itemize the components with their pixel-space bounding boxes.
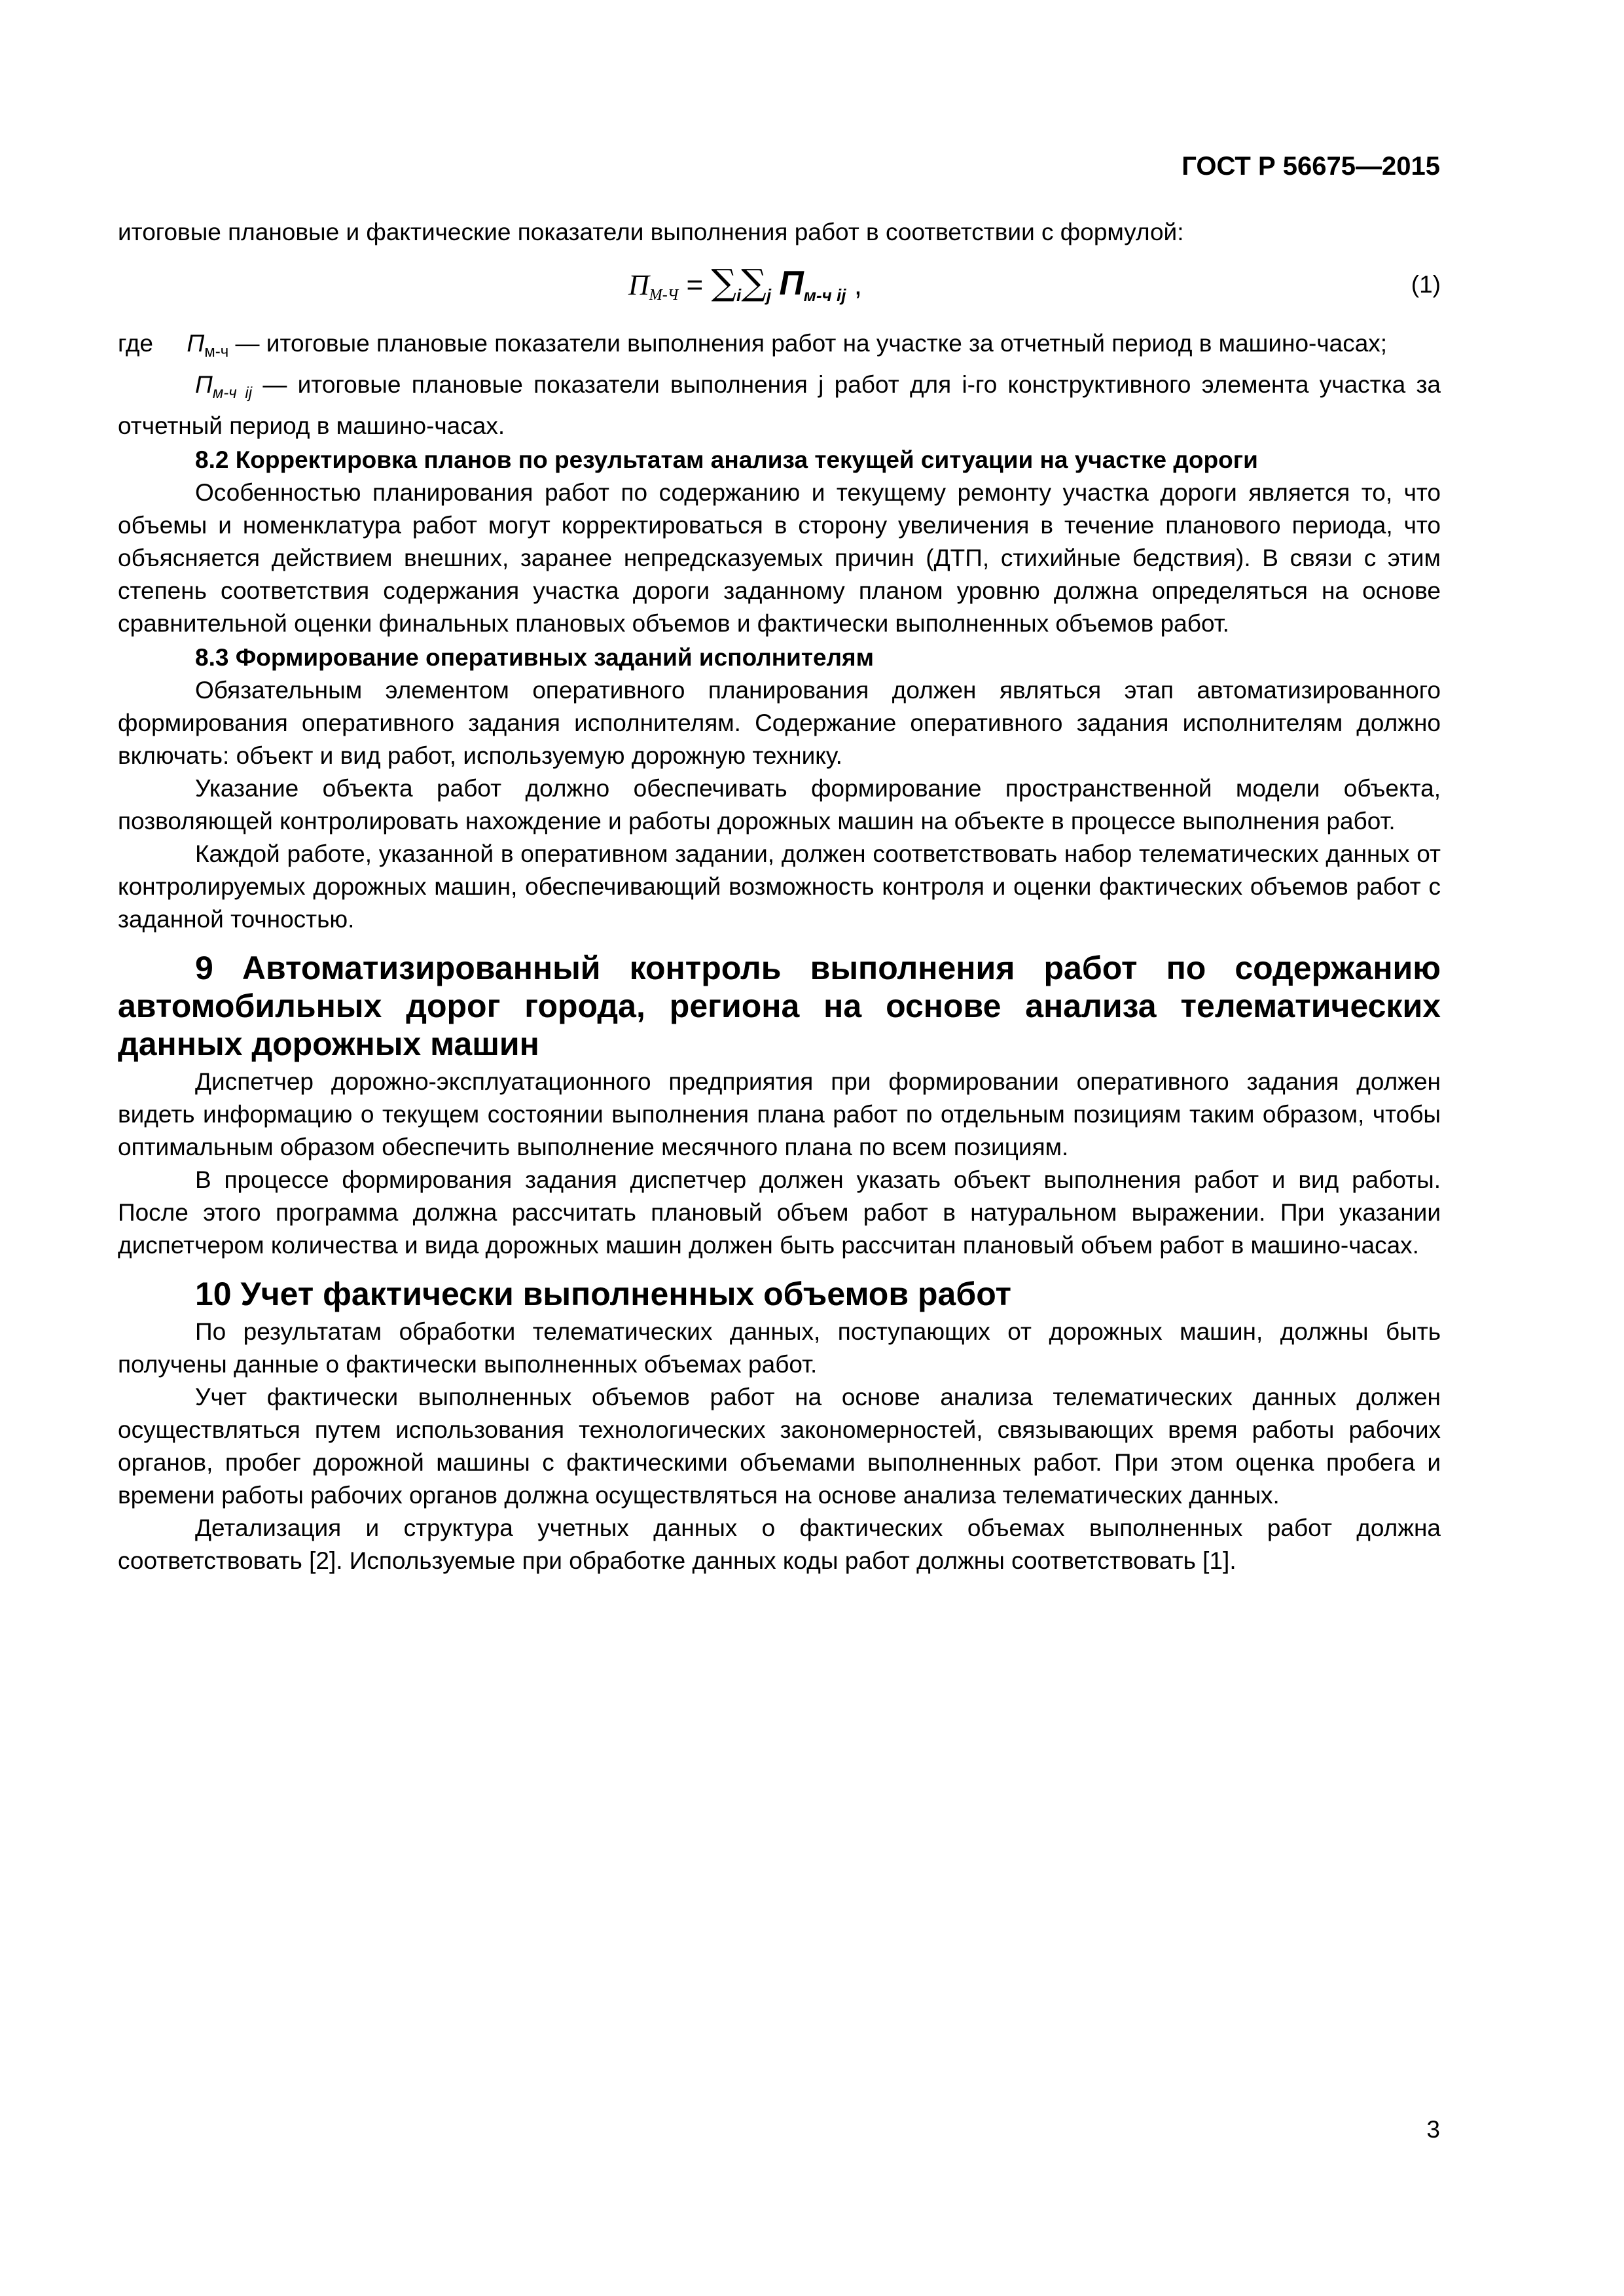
where-symbol-1: П bbox=[187, 330, 205, 357]
paragraph-9-2: В процессе формирования задания диспетчер должен указать объект выполнения работ и вид работы. После этого программа должна рассчитать плановый объем работ в натуральном выражении. При указании диспетчером количества и вида дорожных машин должен быть рассчитан плановый объем работ в машино-часах. bbox=[118, 1166, 1441, 1259]
where-text-2: — итоговые плановые показатели выполнения j работ для i-го конструктивного элемента участка за отчетный период в машино-часах. bbox=[118, 371, 1441, 439]
where-symbol-2: П bbox=[195, 371, 213, 398]
sum-index-i: i bbox=[736, 285, 742, 305]
paragraph-8-2-1: Особенностью планирования работ по содержанию и текущему ремонту участка дороги является то, что объемы и номенклатура работ могут корректироваться в сторону увеличения в течение планового периода, что объясняется действием внешних, заранее непредсказуемых причин (ДТП, стихийные бедствия). В связи с этим степень соответствия содержания участка дороги заданному планом уровню должна определяться на основе сравнительной оценки финальных плановых объемов и фактически выполненных объемов работ. bbox=[118, 479, 1441, 637]
heading-section-10: 10 Учет фактически выполненных объемов работ bbox=[195, 1276, 1011, 1312]
formula-lhs: П bbox=[628, 269, 649, 301]
intro-paragraph: итоговые плановые и фактические показатели выполнения работ в соответствии с формулой: bbox=[118, 219, 1184, 245]
heading-section-9: 9 Автоматизированный контроль выполнения работ по содержанию автомобильных дорог города, региона на основе анализа телематических данных дорожных машин bbox=[118, 950, 1441, 1062]
formula-term: П bbox=[779, 264, 804, 302]
page-body bbox=[118, 216, 1441, 1577]
formula-trailing: , bbox=[854, 269, 862, 301]
page-number: 3 bbox=[1426, 2116, 1440, 2143]
formula-equals: = bbox=[686, 269, 704, 301]
paragraph-8-3-1: Обязательным элементом оперативного планирования должен являться этап автоматизированного формирования оперативного задания исполнителям. Содержание оперативного задания исполнителям должно включать: объект и вид работ, используемую дорожную технику. bbox=[118, 677, 1441, 769]
paragraph-10-3: Детализация и структура учетных данных о фактических объемах выполненных работ должна соответствовать [2]. Используемые при обработке данных коды работ должны соответствовать [1]. bbox=[118, 1515, 1441, 1574]
where-item-1 bbox=[118, 327, 1441, 368]
sum-symbol-1: ∑ bbox=[711, 262, 737, 303]
where-symbol-1-sub: м-ч bbox=[204, 343, 229, 361]
heading-8-3: 8.3 Формирование оперативных заданий исполнителям bbox=[195, 644, 875, 671]
formula-1 bbox=[118, 249, 1441, 327]
formula-number: (1) bbox=[1411, 271, 1441, 298]
paragraph-10-2: Учет фактически выполненных объемов работ на основе анализа телематических данных должен осуществляться путем использования технологических закономерностей, связывающих время работы рабочих органов, пробег дорожной машины с фактическими объемами выполненных работ. При этом оценка пробега и времени работы рабочих органов должна осуществляться на основе анализа телематических данных. bbox=[118, 1384, 1441, 1509]
sum-symbol-2: ∑ bbox=[741, 262, 767, 303]
where-lead: где bbox=[118, 330, 154, 357]
where-item-2 bbox=[118, 368, 1441, 442]
heading-8-2: 8.2 Корректировка планов по результатам анализа текущей ситуации на участке дороги bbox=[195, 446, 1258, 473]
formula-term-sub: м-ч ij bbox=[803, 285, 846, 305]
formula-lhs-sub: М-Ч bbox=[649, 287, 679, 304]
sum-index-j: j bbox=[766, 285, 772, 305]
formula-expression bbox=[628, 263, 862, 315]
paragraph-10-1: По результатам обработки телематических данных, поступающих от дорожных машин, должны быть получены данные о фактически выполненных объемах работ. bbox=[118, 1318, 1441, 1378]
paragraph-8-3-3: Каждой работе, указанной в оперативном задании, должен соответствовать набор телематических данных от контролируемых дорожных машин, обеспечивающий возможность контроля и оценки фактических объемов работ с заданной точностью. bbox=[118, 840, 1441, 933]
where-text-1: — итоговые плановые показатели выполнения работ на участке за отчетный период в машино-часах; bbox=[235, 330, 1388, 357]
paragraph-8-3-2: Указание объекта работ должно обеспечивать формирование пространственной модели объекта, позволяющей контролировать нахождение и работы дорожных машин на объекте в процессе выполнения работ. bbox=[118, 775, 1441, 834]
where-symbol-2-sub: м-ч ij bbox=[212, 384, 253, 402]
standard-code: ГОСТ Р 56675—2015 bbox=[1182, 152, 1440, 181]
paragraph-9-1: Диспетчер дорожно-эксплуатационного предприятия при формировании оперативного задания должен видеть информацию о текущем состоянии выполнения плана работ по отдельным позициям таким образом, чтобы оптимальным образом обеспечить выполнение месячного плана по всем позициям. bbox=[118, 1068, 1441, 1160]
